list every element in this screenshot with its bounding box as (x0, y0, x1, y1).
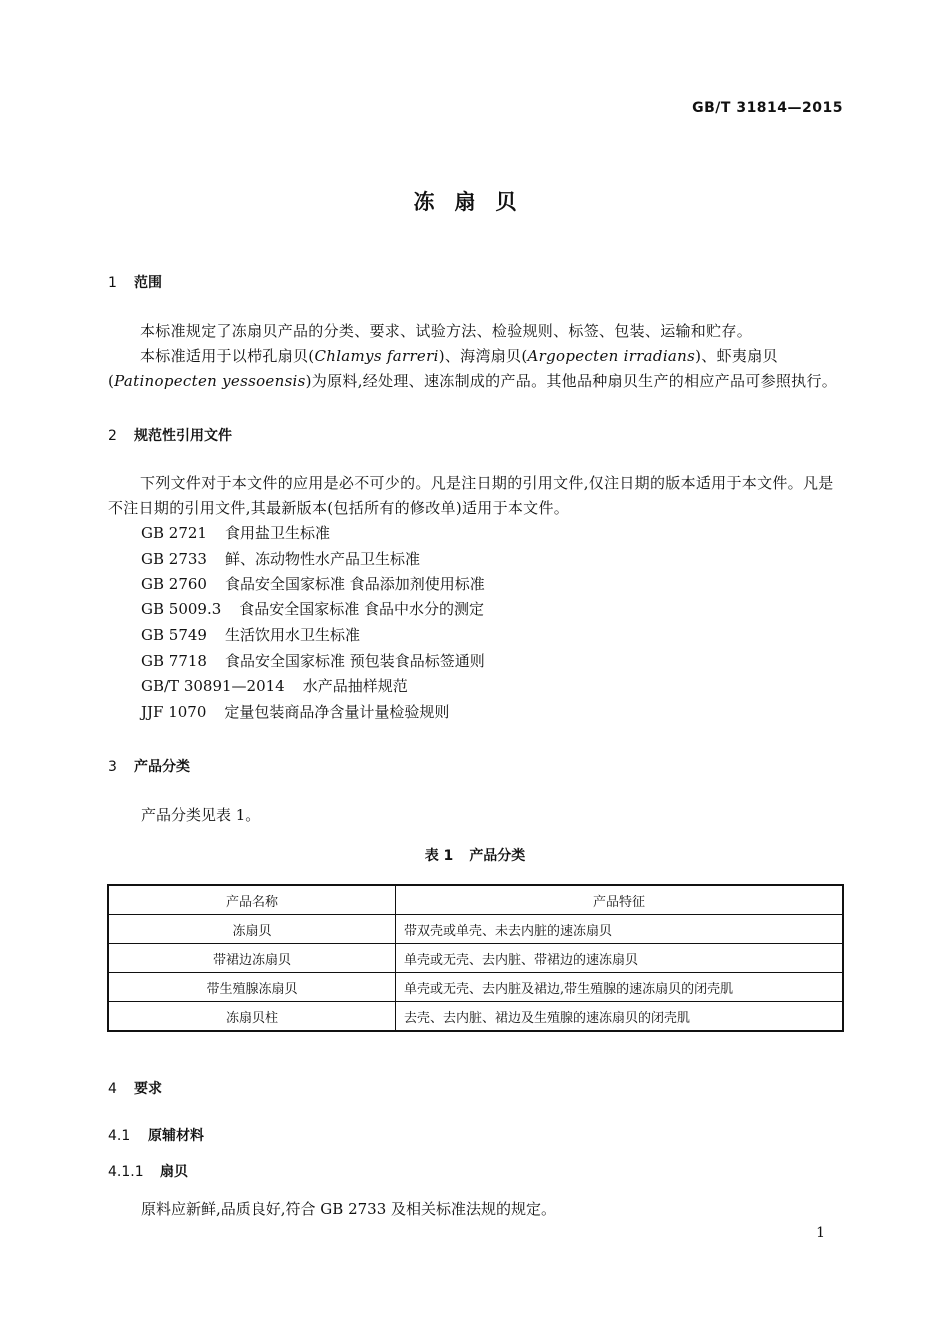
reference-name: 食品安全国家标准 预包装食品标签通则 (224, 652, 485, 670)
table-header-cell: 产品名称 (108, 885, 396, 915)
reference-code: GB 2733 (141, 550, 207, 568)
table-row (108, 944, 843, 973)
reference-name: 食品安全国家标准 食品中水分的测定 (239, 600, 485, 618)
reference-item (141, 598, 484, 619)
reference-code: GB 5749 (141, 626, 207, 644)
section-title: 扇贝 (160, 1164, 188, 1180)
page-number: 1 (816, 1225, 825, 1241)
reference-item (141, 522, 330, 543)
scope-paragraph-2 (108, 344, 844, 394)
reference-name: 鲜、冻动物性水产品卫生标准 (224, 550, 420, 568)
table-label: 表 1 (424, 848, 454, 864)
reference-code: GB 5009.3 (141, 600, 222, 618)
reference-code: GB/T 30891—2014 (141, 677, 285, 695)
section-number: 4.1 (108, 1128, 131, 1144)
reference-name: 食品安全国家标准 食品添加剂使用标准 (224, 575, 485, 593)
table-header-cell: 产品特征 (396, 885, 844, 915)
reference-name: 定量包装商品净含量计量检验规则 (224, 703, 450, 721)
section-title: 原辅材料 (148, 1128, 204, 1144)
reference-name: 水产品抽样规范 (302, 677, 408, 695)
table-caption (0, 845, 950, 865)
document-title: 冻扇贝 (413, 190, 537, 214)
reference-item (141, 548, 420, 569)
table-cell-product-feature: 带双壳或单壳、未去内脏的速冻扇贝 (396, 915, 844, 944)
scope-text-part: 本标准适用于以栉孔扇贝( (140, 347, 315, 365)
standard-number: GB/T 31814—2015 (692, 100, 843, 116)
classification-text: 产品分类见表 1。 (141, 806, 261, 824)
section-4-1-heading (108, 1125, 204, 1145)
table-row (108, 973, 843, 1002)
table-row (108, 915, 843, 944)
table-cell-product-name: 带裙边冻扇贝 (108, 944, 396, 973)
table-header-row (108, 885, 843, 915)
reference-code: GB 2721 (141, 524, 207, 542)
section-4-heading (108, 1078, 162, 1098)
section-title: 规范性引用文件 (134, 428, 232, 444)
reference-item (141, 650, 485, 671)
scope-paragraph-1: 本标准规定了冻扇贝产品的分类、要求、试验方法、检验规则、标签、包装、运输和贮存。 (140, 322, 753, 340)
species-name: Chlamys farreri (314, 347, 439, 365)
section-title: 产品分类 (134, 759, 190, 775)
reference-item (141, 573, 485, 594)
table-cell-product-feature: 去壳、去内脏、裙边及生殖腺的速冻扇贝的闭壳肌 (396, 1002, 844, 1032)
reference-item (141, 701, 449, 722)
references-intro-text: 下列文件对于本文件的应用是必不可少的。凡是注日期的引用文件,仅注日期的版本适用于本文件。凡是不注日期的引用文件,其最新版本(包括所有的修改单)适用于本文件。 (108, 474, 834, 517)
section-title: 要求 (134, 1081, 162, 1097)
reference-code: GB 7718 (141, 652, 207, 670)
table-cell-product-feature: 单壳或无壳、去内脏、带裙边的速冻扇贝 (396, 944, 844, 973)
section-3-heading (108, 756, 190, 776)
table-title: 产品分类 (469, 848, 526, 864)
species-name: Argopecten irradians (527, 347, 696, 365)
reference-name: 生活饮用水卫生标准 (224, 626, 360, 644)
reference-item (141, 624, 360, 645)
reference-code: GB 2760 (141, 575, 207, 593)
section-number: 2 (108, 428, 117, 444)
section-1-heading (108, 272, 162, 292)
table-cell-product-name: 冻扇贝柱 (108, 1002, 396, 1032)
table-cell-product-name: 带生殖腺冻扇贝 (108, 973, 396, 1002)
reference-code: JJF 1070 (141, 703, 207, 721)
raw-material-requirement: 原料应新鲜,品质良好,符合 GB 2733 及相关标准法规的规定。 (141, 1200, 557, 1218)
reference-item (141, 675, 408, 696)
section-number: 4.1.1 (108, 1164, 144, 1180)
section-4-1-1-heading (108, 1161, 188, 1181)
section-number: 1 (108, 275, 117, 291)
product-classification-table (107, 884, 844, 1032)
section-number: 3 (108, 759, 117, 775)
section-number: 4 (108, 1081, 117, 1097)
section-title: 范围 (134, 275, 162, 291)
table-cell-product-feature: 单壳或无壳、去内脏及裙边,带生殖腺的速冻扇贝的闭壳肌 (396, 973, 844, 1002)
species-name: Patinopecten yessoensis (114, 372, 306, 390)
scope-text-part: )为原料,经处理、速冻制成的产品。其他品种扇贝生产的相应产品可参照执行。 (305, 372, 838, 390)
scope-text (108, 319, 844, 394)
table-row (108, 1002, 843, 1032)
reference-name: 食用盐卫生标准 (224, 524, 330, 542)
scope-text-part: )、虾夷扇贝( (108, 347, 778, 390)
references-intro (108, 471, 844, 521)
section-2-heading (108, 425, 232, 445)
table-cell-product-name: 冻扇贝 (108, 915, 396, 944)
scope-text-part: )、海湾扇贝( (438, 347, 528, 365)
